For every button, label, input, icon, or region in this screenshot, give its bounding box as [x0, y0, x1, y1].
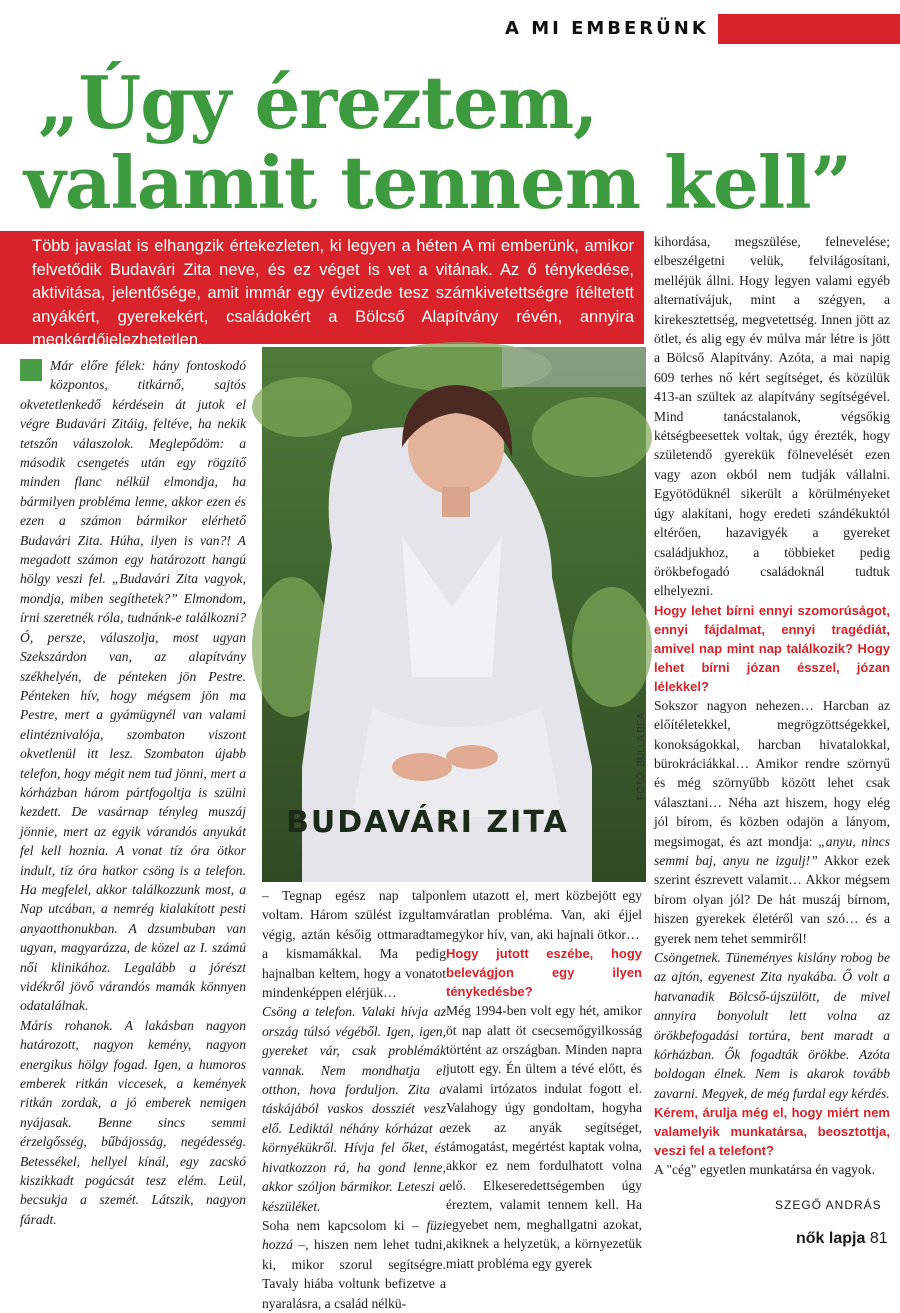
magazine-name: nők lapja — [796, 1230, 866, 1247]
section-title: A MI EMBERÜNK — [505, 18, 709, 39]
col4-para-4: A "cég" egyetlen munkatársa én vagyok. — [654, 1162, 875, 1178]
green-square-icon — [20, 359, 42, 381]
col4-question-2: Kérem, árulja még el, hogy miért nem valamelyik munkatársa, beosztottja, veszi fel a telefont? — [654, 1105, 890, 1159]
col2-para-3 — [262, 1216, 446, 1313]
accent-block — [718, 14, 900, 44]
col2-para-3b: füzi hozzá — [262, 1217, 446, 1253]
portrait-illustration — [262, 347, 646, 882]
col2-para-3c: –, hiszen nem lehet tudni, ki, mikor szorul segítségre. Tavaly hiába voltunk befizetve a nyaralásra, a család nélkü- — [262, 1237, 446, 1311]
col1-para-2: Máris rohanok. A lakásban nagyon határozott, nagyon kemény, nagyon energikus hölgy fogad. Igen, a humoros emberek ritkán viccesek, a kemények ritkán zordak, a jó emberek nemigen nyájasak. Benne sincs semmi érzelgősség, bűbájosság, negédesség. Betessékel, hellyel kínál, egy zacskó kiszikkadt pogácsát tesz elém. Leül, becsukja a szemét. Látszik, nagyon fáradt. — [20, 1017, 246, 1227]
col1-para-1-text: Már előre félek: hány fontoskodó központos, titkárnő, sajtós okvetetlenkedő kérdésein át jutok el végre Budavári Zitáig, feltéve, ha nekik tetszőn válaszolok. Meglepődöm: a második csengetés után egy rögzítő minden flanc nélkül elmondja, ha bármilyen probléma lenne, akkor ezen és ezen a számon bármikor elérhető Budavári Zita. Húha, ilyen is van?! A megadott számon egy határozott hangú hölgy veszi fel. „Budavári Zita vagyok, mondja, miben segíthetek?” Elmondom, írni szeretnék róla, tudnánk-e találkozni? Ó, persze, válaszolja, most ugyan Szekszárdon van, az alapítvány székhelyén, de pénteken jön Pestre. Pénteken hív, hogy mégsem jön ma Pestre, mert a gyámügynél van valami elintéznivalója, szombaton viszont okvetlenül itt lesz. Szombaton újabb telefon, hogy mégit nem tud jönni, mert a kórházban három pártfogoltja is szülni kezdett. De vasárnap tényleg muszáj jönnie, mert az egyik várandós anyukát fel kell hoznia. A vonat tíz óra ötkor indult, tíz óra hatkor csöng is a telefon. Ha megfelel, akkor találkozzunk most, a Nap utcában, a nemrég kialakított pesti anyaotthonukban. A dzsumbuban van ugyan, magyarázza, de közel az I. számú női klinikához. Legalább a jórészt vidékről jövő várandós mamák könnyen odatalálnak. — [20, 358, 246, 1014]
col2-para-2: Csöng a telefon. Valaki hívja az ország túlsó végéből. Igen, igen, gyereket vár, csak problémák vannak. Nem mondhatja el otthon, hova forduljon. Zita a táskájából vaskos dossziét vesz elő. Lediktál néhány kórházat a környékükről. Hívja fel őket, és hivatkozzon rá, ha gond lenne, akkor szóljon bármikor. Leteszi a készüléket. — [262, 1004, 446, 1214]
column-3 — [446, 886, 642, 1273]
portrait-photo — [262, 347, 646, 882]
lead-text: Több javaslat is elhangzik értekezleten, ki legyen a héten A mi emberünk, amikor felvetődik Budavári Zita neve, és ez véget is vet a vitának. Az ő ténykedése, aktivitása, jelentősége, amit immár egy évtizede tesz számkivetettségre ítéltetett anyákért, gyerekekért, családokért a Bölcső Alapítvány révén, annyira megkérdőjelezhetetlen. — [32, 237, 634, 349]
headline-line-1: „Úgy éreztem, — [38, 60, 598, 145]
author-signature: SZEGŐ ANDRÁS — [775, 1198, 882, 1212]
col4-para-2b: „anyu, nincs semmi baj, anyu ne izgulj!” — [654, 833, 890, 868]
col1-para-1 — [20, 356, 246, 1016]
col3-question-1: Hogy jutott eszébe, hogy belevágjon egy ilyen ténykedésbe? — [446, 946, 642, 1000]
headline-line-2: valamit tennem kell” — [24, 140, 851, 225]
col2-para-1: – Tegnap egész nap talpon voltam. Három szülést izgultam végig, aztán későig ottmaradtam a kismamákkal. Ma pedig hajnalban keltem, hogy a vonatot mindenképpen elérjük… — [262, 888, 446, 1001]
col4-question-1: Hogy lehet bírni ennyi szomorúságot, ennyi fájdalmat, ennyi tragédiát, amivel nap mint nap találkozik? Hogy lehet bírni józan ésszel, józan lélekkel? — [654, 602, 890, 694]
page-number: 81 — [869, 1230, 888, 1247]
photo-credit: FOTÓ: BULLA BEA — [636, 712, 647, 800]
column-2 — [262, 886, 446, 1313]
col3-para-1: lem utazott el, mert közbejött egy váratlan probléma. Van, aki éjjel egykor hív, van, aki hajnali ötkor… — [446, 888, 642, 942]
top-bar — [0, 8, 900, 42]
col4-para-3: Csöngetnek. Tüneményes kislány robog be az ajtón, egyenest Zita nyakába. Ő volt a hatvanadik Bölcső-újszülött, de mivel annyira bonyolult lett volna az örökbefogadási tortúra, bent maradt a kórházban. Ők fogadták örökbe. Azóta boldogan élnek. Nem is akarok tovább zavarni. Megyek, de még furdal egy kérdés. — [654, 950, 890, 1101]
photo-caption: BUDAVÁRI ZITA — [286, 805, 569, 840]
col4-para-2 — [654, 696, 890, 948]
lead-box — [0, 231, 644, 349]
col4-para-2c: Akkor ezek szerint észrevett valamit… Akkor mégsem bírom olyan jól? De hát muszáj bírnom, hiszen gyerekek életéről van szó… és a gyerek nem tehet semmiről! — [654, 852, 890, 946]
col2-para-3a: Soha nem kapcsolom ki – — [262, 1217, 427, 1233]
col4-para-2a: Sokszor nagyon nehezen… Harcban az előítéletekkel, megrögzöttségekkel, konokságokkal, harcban hivatalokkal, bürokráciákkal… Amikor rendre szörnyű és még szörnyűbb között lehet csak választani… Néha azt hiszem, hogy elég jól bírom, és közben odajön a lányom, megsimogat, és azt mondja: — [654, 697, 890, 849]
col4-para-1: kihordása, megszülése, felnevelése; elbeszélgetni velük, felvilágosítani, melléjük állni. Hogy legyen valami egyéb alternatívájuk, mint a szégyen, a kirekesztettség, megvetettség. Innen jött az ötlet, és alig egy év múlva már létre is jött a Bölcső Alapítvány. Azóta, a mai napig 609 terhes nő kért segítséget, és közülük 413-an szültek az alapítvány segítségével. Mind tanácstalanok, végsőkig kétségbeesettek voltak, úgy érezték, hogy születendő gyerekük fölnevelését ezen vagy azon okból nem tudják vállalni. Egyötödüknél sikerült a körülményeket úgy alakítani, hogy eredeti szándékuktól eltérően, hazavigyék a gyereket családjukhoz, a többieket pedig örökbefogadó családoknál tudtuk elhelyezni. — [654, 234, 890, 599]
page-footer — [796, 1230, 888, 1248]
column-4 — [654, 232, 890, 1180]
column-1 — [20, 356, 246, 1229]
col3-para-2: Még 1994-ben volt egy hét, amikor öt nap alatt öt csecsemőgyilkosság történt az országban. Minden napra jutott egy. Én ültem a tévé előtt, és valami irtózatos indulat fogott el. Valahogy úgy gondoltam, hogyha ezek az anyák segítséget, támogatást, megértést kaptak volna, akkor ez nem fordulhatott volna elő. Elkeseredettségemben úgy éreztem, valamit tennem kell. Ha egyebet nem, meghallgatni azokat, akiknek a helyzetük, a környezetük miatt probléma egy gyerek — [446, 1003, 642, 1271]
